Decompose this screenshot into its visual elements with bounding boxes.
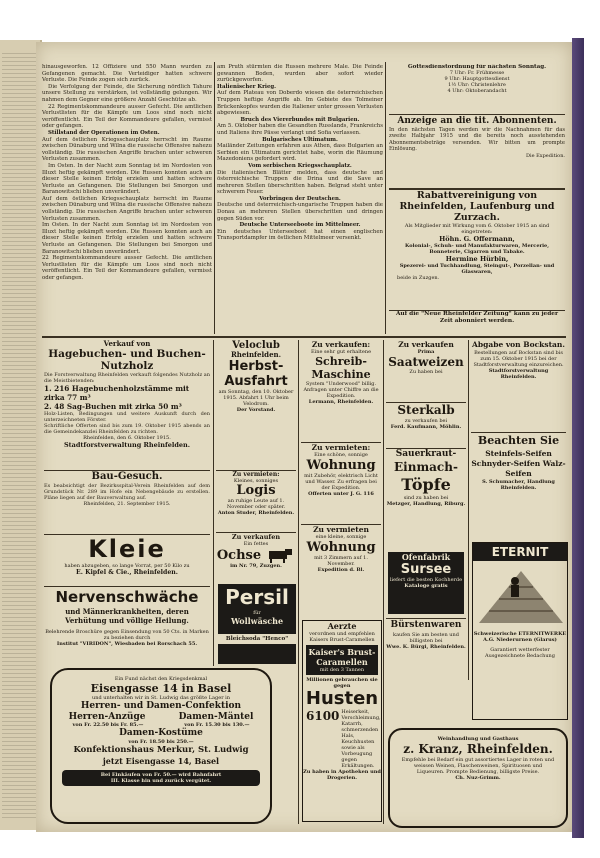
ad-text: Wollwäsche	[230, 616, 284, 626]
ox-ad	[216, 532, 296, 583]
ad-text: an ruhige Leute auf 1. November oder später.	[226, 498, 286, 510]
column-rule	[385, 62, 386, 334]
member-desc: Spezerei- und Tuchhandlung, Steingut-, Porzellan- und Glaswaren,	[399, 263, 555, 275]
ad-item: Herren-Anzüge	[68, 712, 146, 722]
news-heading: Stillstand der Operationen im Osten.	[48, 129, 160, 136]
ad-firm: Anton Studer, Rheinfelden.	[217, 510, 295, 516]
column-rule	[298, 340, 299, 824]
ad-kicker: Zu vermieten	[313, 525, 369, 534]
ad-headline: Herbst-Ausfahrt	[224, 359, 288, 389]
ad-text: Belehrende Broschüre gegen Einsendung von 50 Cts. in Marken zu beziehen durch	[45, 629, 209, 641]
ad-line: Herren- und Damen-Confektion	[80, 701, 242, 711]
ad-kicker: Verkauf von	[103, 340, 151, 348]
ad-text: Prima	[417, 349, 435, 355]
subscribe-ad: Auf die "Neue Rheinfelder Zeitung" kann zu jeder Zeit abonniert werden.	[389, 310, 565, 335]
book-spine	[572, 38, 584, 838]
ad-firm: Metzger, Handlung, Riburg.	[386, 501, 466, 507]
calf-ad	[386, 402, 466, 447]
ad-title: Sterkalb	[397, 403, 455, 417]
ad-text: Eine sehr gut erhaltene	[310, 349, 372, 355]
news-paragraph: Im Osten. In der Nacht zum Sonntag ist im Nordosten von Illuxt heftig gekämpft worden. Die Russen konnten auch an dieser Stelle keinen Erfolg erzielen und hatten schwere Verluste an Gefangenen. Die Stellungen bei Smorgon und Baranowitschi blieben unverändert.	[42, 162, 212, 196]
notice-text: In den nächsten Tagen werden wir die Nachnahmen für das zweite Halbjahr 1915 und die bereits noch ausstehenden Abonnementsbeträge versenden. Wir bitten um prompte Einlösung.	[389, 127, 565, 153]
ad-kicker: Zu verkaufen:	[311, 340, 371, 349]
news-column-1	[42, 64, 212, 334]
ad-title: Ofenfabrik	[401, 552, 451, 562]
ad-text: und unterhalten wir in St. Ludwig das größte Lager in	[92, 695, 230, 701]
ad-title: Persil	[225, 585, 289, 609]
ad-firm: im Nr. 79, Zuzgen.	[230, 563, 282, 569]
ad-footer: Bleichsoda "Henco"	[218, 634, 296, 644]
ad-text: für	[253, 610, 261, 616]
ad-title: Kaiser's Brust-	[308, 647, 376, 657]
ad-text: Eine schöne, sonnige	[314, 452, 368, 458]
ad-row: 1. 216 Hagebuchenholzstämme mit zirka 77 m³	[44, 384, 190, 402]
ad-price: von Fr. 18.50 bis 250.—	[128, 739, 194, 745]
ad-text: Empfehle bei Bedarf ein gut assortiertes Lager in roten und weissen Weinen, Flaschenweinen, Spirituosen und Liqueuren. Prompte Bedienung, billigste Preise.	[401, 757, 555, 775]
ad-subtitle: Rheinfelden.	[230, 350, 282, 359]
seed-wheat-ad	[386, 340, 466, 400]
ad-title: Bau-Gesuch.	[91, 471, 163, 482]
ad-title: Logis	[236, 483, 276, 498]
ad-title: Einmach-	[394, 460, 458, 474]
building-request-ad	[44, 470, 210, 531]
ad-kicker: Zu vermieten:	[311, 443, 371, 452]
ad-text: sind zu haben bei	[403, 495, 449, 501]
subscriber-notice	[389, 114, 565, 187]
ad-line: jetzt Eisengasse 14, Basel	[102, 756, 220, 766]
news-paragraph: Auf dem Plateau von Doberdo wiesen die österreichischen Truppen heftige Angriffe ab. Im Gebiete des Tolmeiner Brückenkopfes wurden die Italiener unter grossen Verlusten abgewiesen.	[217, 90, 383, 117]
ad-kicker: Aerzte	[327, 621, 357, 631]
news-paragraph: 22 Regimentskommandeure ausser Gefecht. Die amtlichen Verlustlisten für die Kämpfe um Loos sind noch nicht veröffentlicht. Ein Teil der Kommandeure gefallen, vermisst oder gefangen.	[42, 103, 212, 130]
ad-text: Die Forstverwaltung Rheinfelden verkauft folgendes Nutzholz an die Meistbietenden:	[44, 372, 210, 384]
ad-text: Zu haben in Apotheken und Drogerien.	[303, 769, 381, 781]
brush-ad	[386, 618, 466, 679]
notice-title: Anzeige an die tit. Abonnenten.	[397, 116, 557, 126]
ad-firm: Offerten unter J. G. 116	[308, 491, 374, 497]
ad-title: Abgabe von Bockstan.	[472, 340, 565, 349]
news-paragraph: Auf dem östlichen Kriegsschauplatz herrscht im Raume zwischen Dünaburg und Wilna die russische Offensive nahezu vollständig. Die russischen Angriffe brachen unter schweren Verlusten zusammen.	[42, 136, 212, 163]
ad-title: Nervenschwäche	[55, 588, 199, 606]
ad-date: Rheinfelden, 21. September 1915.	[83, 501, 171, 507]
member-desc: Kolonial-, Schuh- und Manufakturwaren, Mercerie, Bonneterie, Cigarren und Tabake.	[405, 243, 549, 255]
apartment-ad	[301, 442, 381, 523]
ad-row	[216, 547, 296, 563]
ad-title: Ochse	[216, 547, 262, 563]
ad-text: Steinfels-Seifen Schnyder-Seifen Walz-Seifen	[471, 449, 566, 478]
ad-text: Millionen gebrauchen sie gegen	[306, 677, 378, 689]
soap-ad	[471, 432, 566, 539]
nerve-ad	[44, 586, 210, 665]
ad-firm: Expedition d. Bl.	[317, 567, 365, 573]
ad-text: Als Mitglieder mit Wirkung vom 6. Oktober 1915 an sind eingetreten:	[404, 223, 550, 235]
ad-text: eine kleine, sonnige	[315, 534, 367, 540]
ad-firm: Ferd. Kaufmann, Möhlin.	[390, 424, 462, 430]
ad-firm: Stadtforstverwaltung Rheinfelden.	[488, 368, 549, 380]
ad-kicker: Zu vermieten:	[232, 471, 280, 478]
ad-firm: Lermann, Rheinfelden.	[308, 399, 374, 405]
ad-date: Rheinfelden, den 6. Oktober 1915.	[83, 435, 171, 441]
news-paragraph: Am 5. Oktober haben die Gesandten Russlands, Frankreichs und Italiens ihre Pässe verlangt und Sofia verlassen.	[217, 123, 383, 136]
ad-title: Caramellen	[316, 657, 368, 667]
ad-title: Hagebuchen- und Buchen-Nutzholz	[48, 348, 206, 372]
ad-price: von Fr. 22.50 bis Fr. 85.—	[72, 722, 144, 728]
ad-footer	[62, 770, 260, 786]
notice-line: 4 Uhr: Oktoberandacht	[447, 88, 507, 94]
ad-title: Sauerkraut-	[395, 449, 457, 459]
ad-footer-line: III. Klasse hin und zurück vergütet.	[110, 778, 212, 784]
ad-text: Kataloge gratis	[404, 583, 448, 589]
ad-text: am Sonntag, den 10. Oktober 1915. Abfahrt 1 Uhr beim Velodrom.	[218, 389, 294, 407]
eisengasse-ad	[50, 668, 272, 824]
ad-kicker: Ein Fund nächst den Kriegsdenkmal	[114, 676, 208, 682]
wine-shop-ad	[388, 728, 568, 828]
ad-kicker: Weinhandlung und Gasthaus	[437, 736, 519, 742]
news-heading: Vom serbischen Kriegsschauplatz.	[248, 162, 352, 169]
ad-title: ETERNIT	[473, 543, 567, 561]
ad-text: mit Zubehör, elektrisch Licht und Wasser. Zu erfragen bei der Expedition.	[304, 473, 378, 491]
news-paragraph: Im Osten. In der Nacht zum Sonntag ist im Nordosten von Illuxt heftig gekämpft worden. Die Russen konnten auch an dieser Stelle keinen Erfolg erzielen und hatten schwere Verluste an Gefangenen. Die Stellungen bei Smorgon und Baranowitschi blieben unverändert.	[42, 222, 212, 255]
member-place: beide in Zuzgen.	[397, 275, 440, 281]
ad-title: Töpfe	[401, 475, 451, 494]
ad-text: System "Underwood" billig. Anfragen unter Chiffre an die Expedition.	[303, 381, 379, 399]
ad-text: Garantiert wetterfester Ausgezeichnete Bedachung	[485, 647, 555, 659]
ad-row: 2. 48 Sag-Buchen mit zirka 50 m³	[44, 402, 182, 411]
ad-text: liefert die besten Kochherde	[389, 577, 463, 583]
ad-number: 6100	[306, 709, 340, 723]
ad-price: von Fr. 15.30 bis 130.—	[184, 722, 250, 728]
ad-text: kaufen Sie am besten und billigsten bei	[393, 632, 459, 644]
wood-sale-ad	[44, 340, 210, 468]
bran-ad	[44, 534, 210, 585]
ad-text: und Männerkrankheiten, deren Verhütung und völlige Heilung.	[65, 607, 189, 625]
ad-text: Zu haben bei	[409, 369, 443, 375]
ad-text: Schriftliche Offerten sind bis zum 19. Oktober 1915 abends an die Gemeindekanzlei Rheinfelden zu richten.	[44, 423, 210, 435]
ad-title: Eisengasse 14 in Basel	[90, 682, 232, 695]
ad-signature: Stadtforstverwaltung Rheinfelden.	[63, 441, 191, 449]
ad-line: Konfektionshaus Merkur, St. Ludwig	[73, 745, 249, 755]
ox-icon	[265, 547, 295, 563]
ad-title: Wohnung	[306, 458, 376, 473]
column-rule	[383, 340, 384, 824]
news-paragraph: Ein deutsches Unterseeboot hat einen englischen Transportdampfer im östlichen Mittelmeer versenkt.	[217, 228, 383, 242]
ad-text: Ein fettes	[243, 541, 269, 547]
ad-text: Heiserkeit, Verschleimung, Katarrh, schmerzenden Hals, Keuchhusten sowie als Vorbeugung gegen Erkältungen.	[341, 709, 381, 769]
column-rule	[468, 340, 469, 680]
newspaper-page	[36, 42, 572, 832]
news-heading: Italienischer Krieg.	[217, 83, 277, 90]
news-paragraph: Mailänder Zeitungen erfahren aus Athen, dass Bulgarien an Serbien ein Ultimatum gerichtet habe, worin die Räumung Mazedoniens gefordert wird.	[217, 143, 383, 163]
news-heading: Deutsche Unterseeboote im Mittelmeer.	[239, 222, 361, 229]
news-paragraph: Deutsche und österreichisch-ungarische Truppen haben die Donau an mehreren Stellen überschritten und dringen gegen Süden vor.	[217, 202, 383, 222]
ad-text: Es beabsichtigt der Bezirksspital-Verein Rheinfelden auf dem Grundstück Nr. 289 im Hofe ein Nebengebäude zu erstellen. Pläne liegen auf der Bauverwaltung auf.	[44, 483, 210, 501]
apartment-ad	[301, 524, 381, 617]
notice-line: 1½ Uhr: Christenlehre	[448, 82, 506, 88]
ad-kicker: Zu verkaufen	[231, 533, 281, 541]
news-heading: Bruch des Viererbundes mit Bulgarien.	[240, 116, 360, 123]
ad-title: Bürstenwaren	[390, 620, 462, 630]
ad-signature: Der Vorstand.	[236, 407, 276, 413]
news-paragraph: Die Verfolgung der Feinde, die Sicherung nördlich Tahure unsere Stellung zu verstärken, ist vollständig gelungen. Wir nahmen dem Gegner eine größere Anzahl Geschütze ab.	[42, 83, 212, 103]
notice-signature: Die Expedition.	[525, 152, 565, 159]
news-paragraph: am Pruth stürmten die Russen mehrere Male. Die Feinde gewannen Boden, wurden aber sofort wieder zurückgeworfen.	[217, 64, 383, 84]
ad-text: Bestellungen auf Bockstan sind bis zum 15. Oktober 1915 bei der Stadtforstverwaltung einzureichen.	[473, 350, 564, 368]
ad-title: Rabattvereinigung von Rheinfelden, Laufenburg und Zurzach.	[399, 190, 555, 223]
oven-factory-ad	[388, 552, 464, 614]
ad-title: Beachten Sie	[477, 434, 560, 447]
ad-title: Saatweizen	[388, 355, 464, 369]
news-heading: Vorbringen der Deutschen.	[259, 195, 341, 202]
ad-item: Damen-Mäntel	[178, 712, 254, 722]
sauerkraut-pot-ad	[386, 448, 466, 549]
news-paragraph: Auf dem östlichen Kriegsschauplatz herrscht im Raume zwischen Dünaburg und Wilna die russische Offensive nahezu vollständig. Die russischen Angriffe brachen unter schweren Verlusten zusammen.	[42, 195, 212, 222]
ad-firm: S. Schumacher, Handlung Rheinfelden.	[482, 479, 555, 491]
kaiser-caramel-ad	[302, 620, 382, 822]
roofer-illustration-icon	[475, 563, 565, 627]
ad-text: Schweizerische ETERNITWERKE A.G. Niederurnen (Glarus)	[473, 631, 567, 643]
ad-title: Veloclub	[232, 340, 280, 351]
logis-ad	[216, 470, 296, 531]
persil-ad	[218, 584, 296, 664]
ad-headline: Husten	[305, 688, 379, 709]
veloclub-ad	[216, 340, 296, 468]
news-heading: Bulgarisches Ultimatum.	[262, 136, 338, 143]
member-name: Hermine Hürbin,	[445, 255, 509, 263]
ad-row	[303, 709, 381, 769]
ad-firm: Institut "VIRIDON", Wiesbaden bei Rorschach 55.	[56, 641, 198, 647]
news-paragraph: Die italienischen Blätter melden, dass deutsche und österreichische Truppen die Drina und die Save an mehreren Stellen überschritten haben. Belgrad steht unter schwerem Feuer.	[217, 169, 383, 196]
ad-line: Damen-Kostüme	[119, 728, 203, 738]
ad-subtitle: mit den 3 Tannen	[319, 667, 365, 673]
ad-firm: Ch. Nuz-Grimm.	[455, 775, 501, 781]
ad-firm: Wwe. K. Bürgi, Rheinfelden.	[386, 644, 466, 650]
ad-banner	[306, 645, 378, 675]
column-rule	[214, 62, 215, 334]
ad-title: Wohnung	[306, 540, 376, 555]
rabatt-ad	[389, 188, 565, 308]
ad-text: mit 3 Zimmern auf 1. November.	[314, 555, 368, 567]
column-rule	[213, 340, 214, 666]
news-column-2	[217, 64, 383, 334]
notice-line: 9 Uhr: Hauptgottesdienst	[444, 76, 510, 82]
news-paragraph: 22 Regimentskommandeure ausser Gefecht. Die amtlichen Verlustlisten für die Kämpfe um Loos sind noch nicht veröffentlicht. Ein Teil der Kommandeure gefallen, vermisst oder gefangen.	[42, 255, 212, 281]
ad-text: haben abzugeben, so lange Vorrat, per 50 Kilo zu	[64, 563, 190, 569]
eternit-ad	[472, 542, 568, 720]
ad-text: zu verkaufen bei	[404, 418, 448, 424]
news-paragraph: hinausgeworfen. 12 Offiziere und 550 Mann wurden zu Gefangenen gemacht. Die Verteidiger hatten schwere Verluste. Die Feinde zogen sich zurück.	[42, 64, 212, 84]
ad-text: Kleines, sonniges	[233, 478, 279, 484]
section-rule	[42, 336, 566, 338]
ad-firm: E. Kipfel & Cie., Rheinfelden.	[76, 569, 178, 576]
ad-title: Sursee	[400, 562, 452, 577]
member-name: Höhn. G. Offermann,	[439, 235, 515, 243]
ad-text: Holz-Listen, Bedingungen und weitere Auskunft durch den unterzeichneten Förster.	[44, 411, 210, 423]
ad-title: z. Kranz, Rheinfelden.	[403, 742, 553, 756]
ad-title: Kleie	[88, 535, 166, 563]
ad-title: Schreib-Maschine	[311, 355, 371, 381]
bockstan-ad	[471, 340, 566, 428]
ad-footer-line: Bei Einkäufen von Fr. 50.— wird Bahnfahrt	[100, 772, 222, 778]
notice-heading: Gottesdienstordnung für nächsten Sonntag.	[407, 64, 547, 70]
notice-line: 7 Uhr: Fr. Frühmesse	[449, 70, 505, 76]
ad-text: verordnen und empfehlen Kaisers Brust-Caramellen	[309, 631, 375, 643]
ad-kicker: Zu verkaufen	[398, 340, 454, 349]
ad-row	[52, 712, 270, 722]
typewriter-ad	[301, 340, 381, 440]
